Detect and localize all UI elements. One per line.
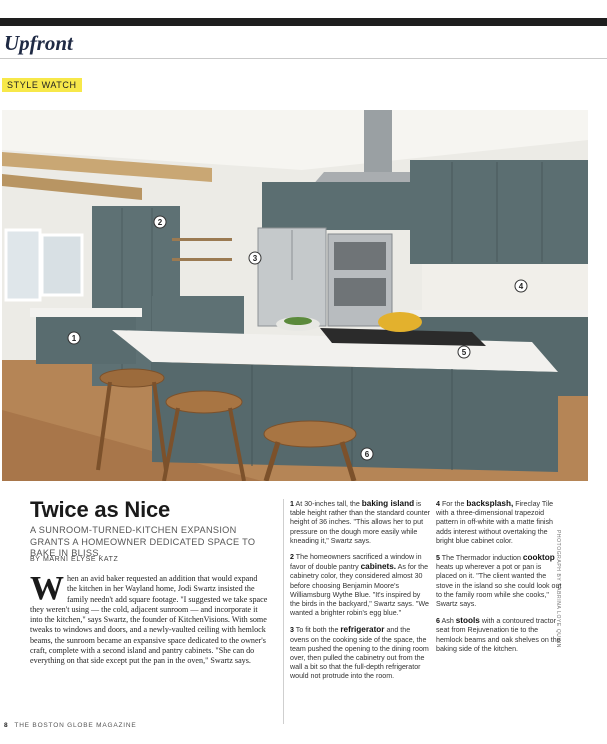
list-item: 6 Ash stools with a contoured tractor seat from Rejuvenation tie to the hemlock beams and oak shelves on the baking side of the kitchen. — [436, 616, 561, 653]
column-divider — [283, 499, 284, 724]
list-item: 1 At 30-inches tall, the baking island is table height rather than the standard counter height of 36 inches. "This allows her to put pressure on the dough more easily while kneading it," Swartz says. — [290, 499, 431, 545]
list-item: 5 The Thermador induction cooktop heats up wherever a pot or pan is placed on it. "The client wanted the stove in the island so she could look out to the family room while she cooks," Swartz says. — [436, 553, 562, 609]
yellow-pot — [378, 312, 422, 332]
svg-text:6: 6 — [364, 450, 370, 459]
window — [42, 235, 82, 295]
list-item: 4 For the backsplash, Fireclay Tile with a three-dimensional trapezoid pattern in off-white with a matte finish adds interest without overtaking the bright blue cabinet color. — [436, 499, 554, 545]
backsplash — [422, 264, 588, 310]
photo-credit: PHOTOGRAPH BY SABRINA LOYE QUINN — [555, 530, 561, 648]
main-island — [152, 362, 558, 472]
window — [6, 230, 40, 300]
svg-text:5: 5 — [461, 348, 467, 357]
intro-text: hen an avid baker requested an addition that would expand the kitchen in her Wayland home, Jodi Swartz insisted the family needn't add square footage. "I suggested we take space they weren't using — the cold, adjacent sunroom — and incorporate it into the kitchen," says Swartz, the founder of KitchenVisions. With some tweaks to windows and doors, and a newly-vaulted ceiling with hemlock beams, the sunroom became an expansive space dedicated to the owner's craft, complete with a second island and pantry cabinets. "She can do everything on that side except put the pan in the oven," Swartz says. — [30, 574, 268, 666]
items-column-right — [436, 499, 564, 661]
top-rule — [0, 18, 607, 26]
items-column-left — [290, 499, 430, 689]
header-divider — [0, 58, 607, 59]
drop-cap: W — [30, 570, 64, 607]
svg-text:1: 1 — [71, 334, 77, 343]
section-title: Upfront — [4, 31, 73, 55]
upper-cabinets — [410, 160, 588, 264]
article-intro — [30, 570, 268, 667]
list-item: 3 To fit both the refrigerator and the ovens on the cooking side of the space, the team pushed the opening to the dining room over, then pulled the cabinetry out from the wall a bit so that the full-depth refrigerator would not protrude into the room. — [290, 625, 429, 681]
svg-text:3: 3 — [252, 254, 258, 263]
style-watch-tag: STYLE WATCH — [2, 78, 82, 92]
publication-name: THE BOSTON GLOBE MAGAZINE — [14, 722, 137, 729]
baking-island — [36, 316, 136, 364]
svg-text:2: 2 — [157, 218, 163, 227]
page-footer — [4, 722, 137, 729]
page-number: 8 — [4, 722, 9, 729]
range-hood — [364, 110, 392, 172]
byline: BY MARNI ELYSE KATZ — [30, 556, 119, 563]
article-title: Twice as Nice — [30, 497, 171, 522]
article-deck: A SUNROOM-TURNED-KITCHEN EXPANSION GRANTS A HOMEOWNER DEDICATED SPACE TO BAKE IN BLISS. — [30, 525, 256, 558]
list-item: 2 The homeowners sacrificed a window in favor of double pantry cabinets. As for the cabinetry color, they considered almost 30 before choosing Benjamin Moore's Williamsburg Wythe Blue. "It's inspired by the birds in the backyard," Swartz says. "We wanted a brighter robin's egg blue." — [290, 553, 429, 618]
kitchen-photo — [2, 110, 588, 481]
svg-text:4: 4 — [518, 282, 524, 291]
